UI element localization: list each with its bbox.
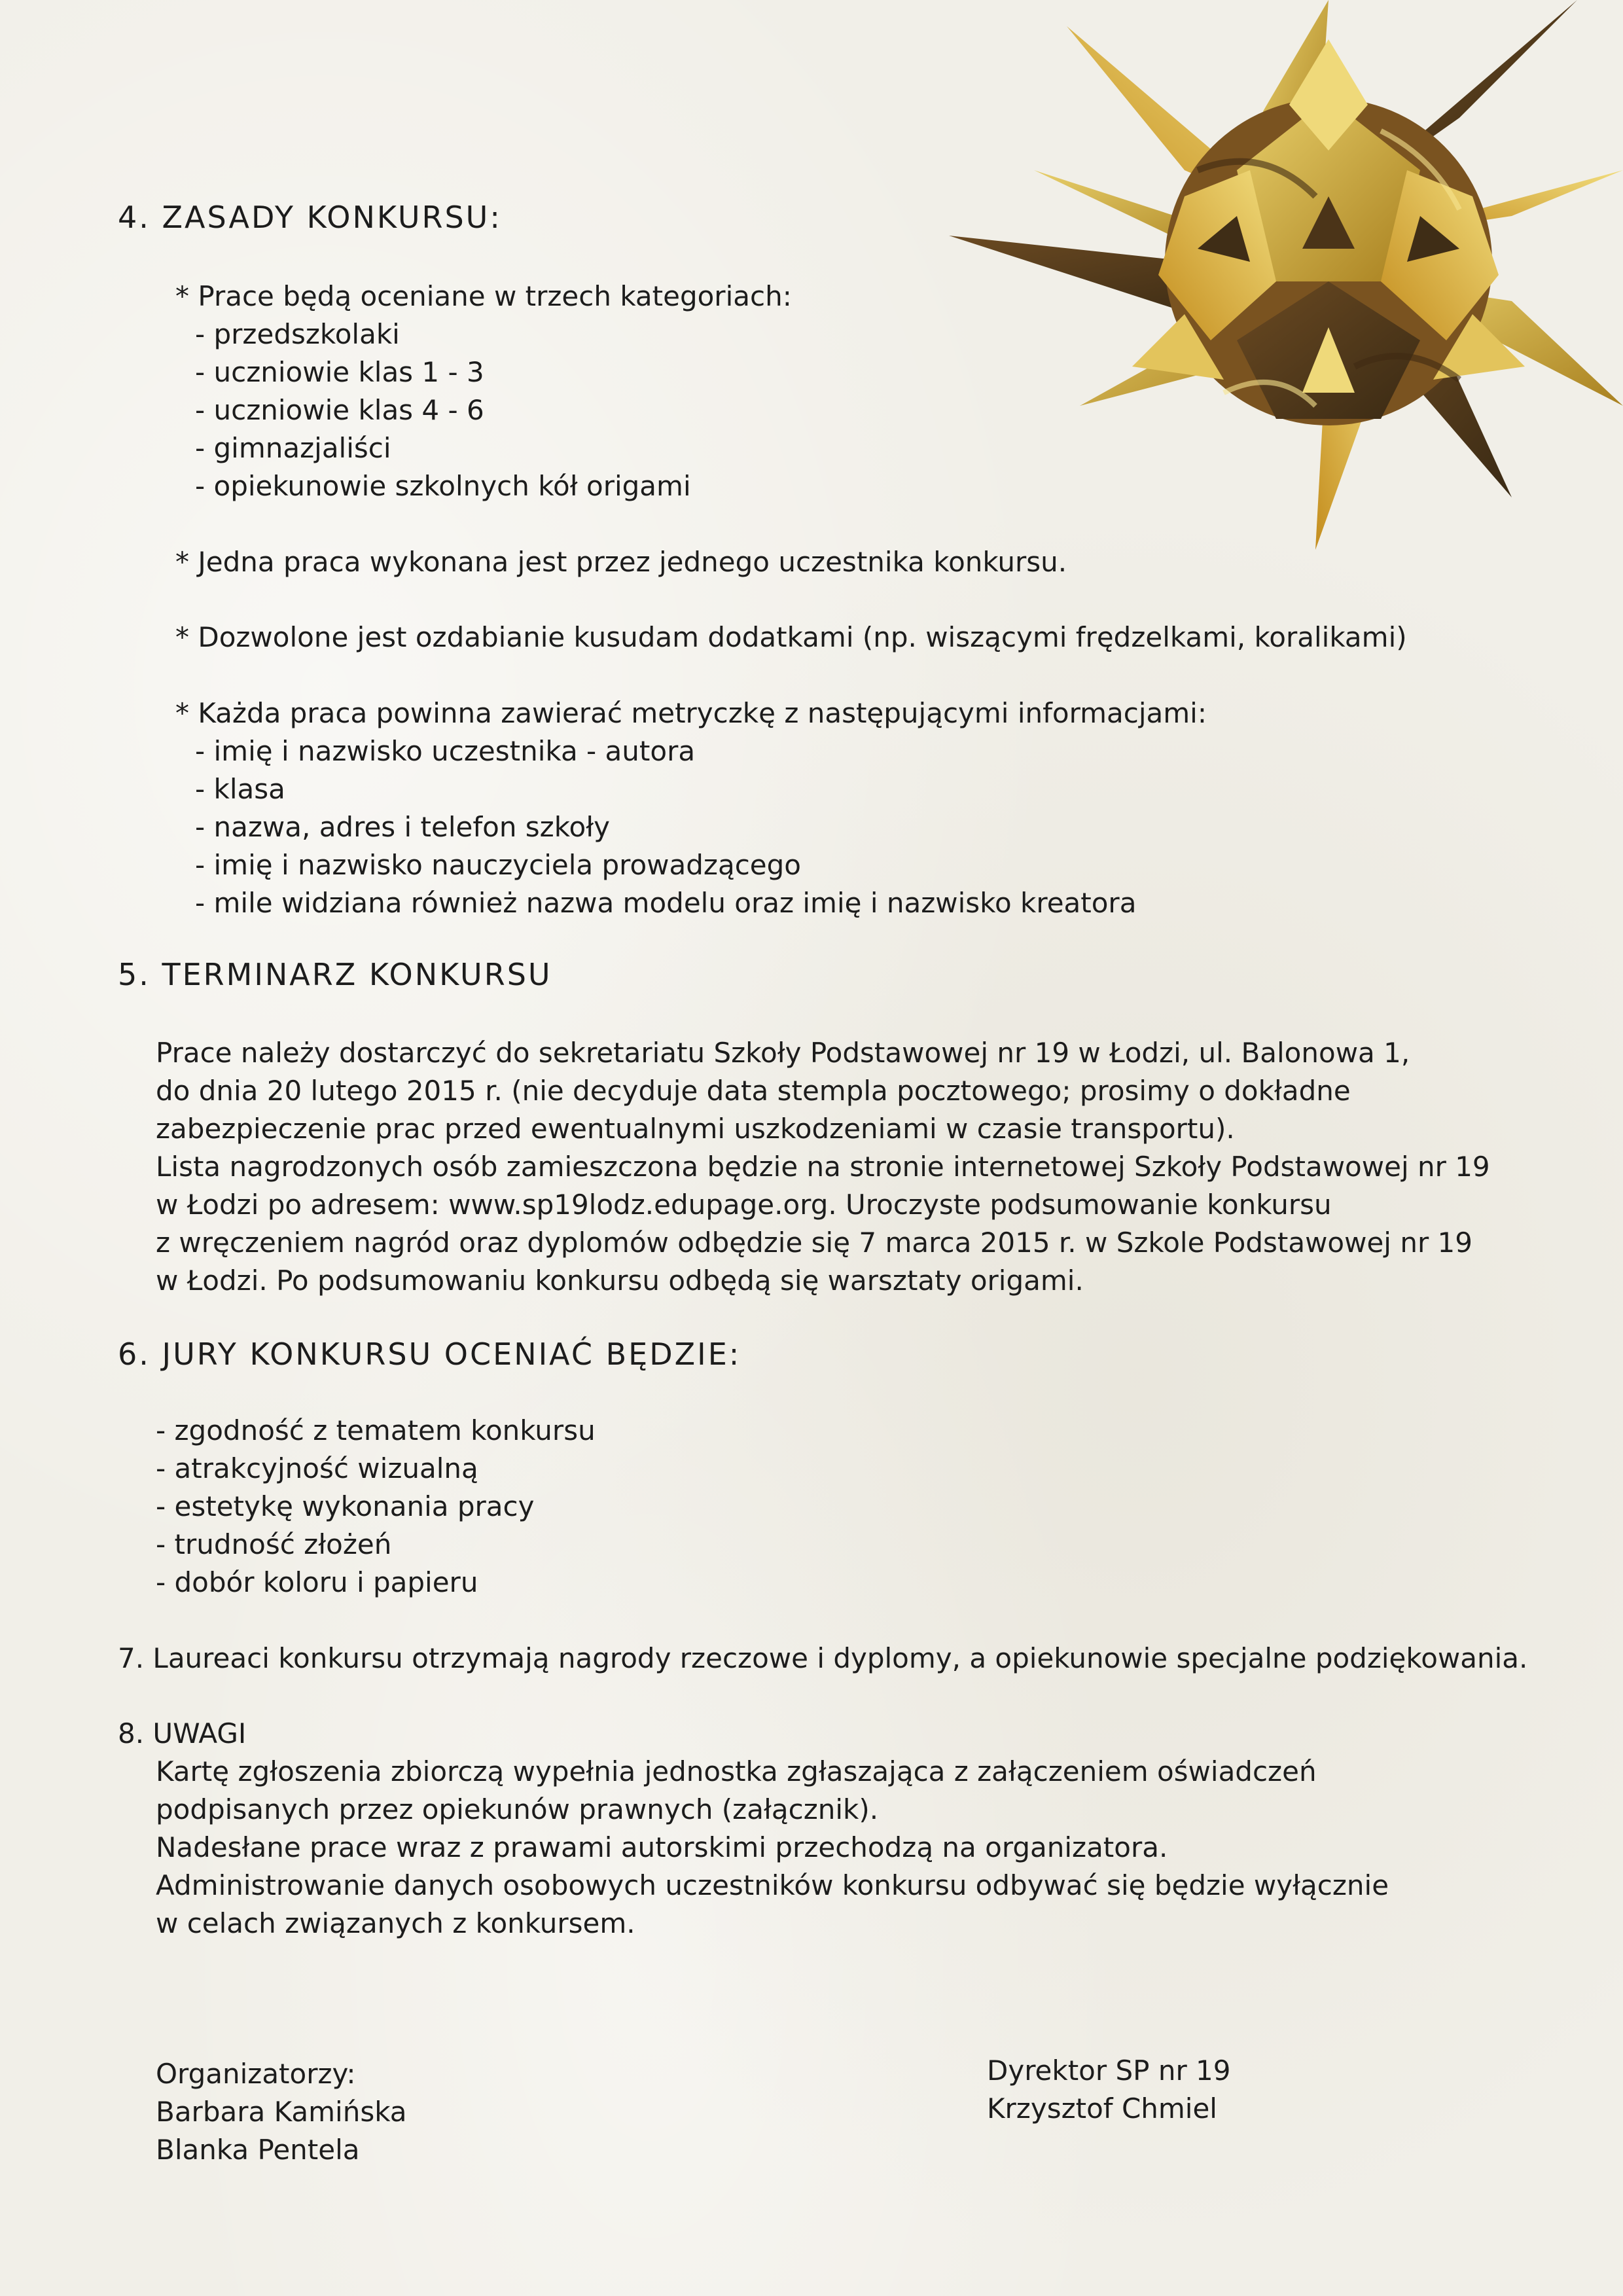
origami-kusudama-illustration — [923, 0, 1623, 556]
label-item: - imię i nazwisko uczestnika - autora — [195, 735, 696, 767]
schedule-line: w Łodzi. Po podsumowaniu konkursu odbędą się warsztaty origami. — [156, 1265, 1084, 1297]
label-intro: * Każda praca powinna zawierać metryczkę z następującymi informacjami: — [175, 697, 1207, 729]
schedule-line: w Łodzi po adresem: www.sp19lodz.edupage.org. Uroczyste podsumowanie konkursu — [156, 1189, 1332, 1221]
remark-line: Administrowanie danych osobowych uczestników konkursu odbywać się będzie wyłącznie — [156, 1869, 1389, 1901]
remark-line: w celach związanych z konkursem. — [156, 1907, 635, 1939]
organizers-label: Organizatorzy: — [156, 2058, 356, 2090]
label-item: - mile widziana również nazwa modelu oraz imię i nazwisko kreatora — [195, 887, 1137, 919]
schedule-block — [156, 1034, 1490, 1300]
schedule-line: Prace należy dostarczyć do sekretariatu Szkoły Podstawowej nr 19 w Łodzi, ul. Balonowa 1, — [156, 1037, 1410, 1069]
jury-criterion: - estetykę wykonania pracy — [156, 1490, 535, 1522]
label-item: - imię i nazwisko nauczyciela prowadzącego — [195, 849, 801, 881]
jury-criteria-block — [156, 1412, 596, 1602]
categories-block — [175, 278, 792, 505]
rule-one-participant: * Jedna praca wykonana jest przez jednego uczestnika konkursu. — [175, 546, 1067, 578]
remarks-block — [156, 1753, 1389, 1943]
director-name: Krzysztof Chmiel — [987, 2092, 1217, 2125]
label-requirements-block — [175, 694, 1207, 922]
organizer-name: Barbara Kamińska — [156, 2096, 407, 2128]
organizer-name: Blanka Pentela — [156, 2134, 360, 2166]
category-item: - opiekunowie szkolnych kół origami — [195, 470, 691, 502]
jury-criterion: - zgodność z tematem konkursu — [156, 1414, 596, 1446]
label-item: - klasa — [195, 773, 285, 805]
schedule-line: z wręczeniem nagród oraz dyplomów odbędzie się 7 marca 2015 r. w Szkole Podstawowej nr 19 — [156, 1227, 1473, 1259]
section-6-heading: 6. JURY KONKURSU OCENIAĆ BĘDZIE: — [118, 1336, 741, 1372]
director-title: Dyrektor SP nr 19 — [987, 2054, 1231, 2087]
jury-criterion: - dobór koloru i papieru — [156, 1566, 478, 1598]
remark-line: Nadesłane prace wraz z prawami autorskimi przechodzą na organizatora. — [156, 1831, 1168, 1863]
category-item: - gimnazjaliści — [195, 432, 391, 464]
jury-criterion: - atrakcyjność wizualną — [156, 1452, 478, 1484]
jury-criterion: - trudność złożeń — [156, 1528, 392, 1560]
categories-intro: * Prace będą oceniane w trzech kategoriach: — [175, 280, 792, 312]
organizers-signature — [156, 2055, 407, 2169]
director-signature — [987, 2052, 1231, 2128]
remark-line: Kartę zgłoszenia zbiorczą wypełnia jednostka zgłaszająca z załączeniem oświadczeń — [156, 1755, 1317, 1787]
section-4-heading: 4. ZASADY KONKURSU: — [118, 200, 502, 235]
section-5-heading: 5. TERMINARZ KONKURSU — [118, 957, 552, 992]
schedule-line: do dnia 20 lutego 2015 r. (nie decyduje data stempla pocztowego; prosimy o dokładne — [156, 1075, 1351, 1107]
section-8-heading: 8. UWAGI — [118, 1717, 247, 1749]
schedule-line: Lista nagrodzonych osób zamieszczona będzie na stronie internetowej Szkoły Podstawowej nr 19 — [156, 1151, 1490, 1183]
section-7-text: 7. Laureaci konkursu otrzymają nagrody rzeczowe i dyplomy, a opiekunowie specjalne podziękowania. — [118, 1642, 1528, 1674]
label-item: - nazwa, adres i telefon szkoły — [195, 811, 611, 843]
category-item: - uczniowie klas 4 - 6 — [195, 394, 484, 426]
remark-line: podpisanych przez opiekunów prawnych (załącznik). — [156, 1793, 879, 1825]
category-item: - przedszkolaki — [195, 318, 400, 350]
category-item: - uczniowie klas 1 - 3 — [195, 356, 484, 388]
rule-decoration: * Dozwolone jest ozdabianie kusudam dodatkami (np. wiszącymi frędzelkami, koralikami) — [175, 621, 1407, 653]
schedule-line: zabezpieczenie prac przed ewentualnymi uszkodzeniami w czasie transportu). — [156, 1113, 1235, 1145]
